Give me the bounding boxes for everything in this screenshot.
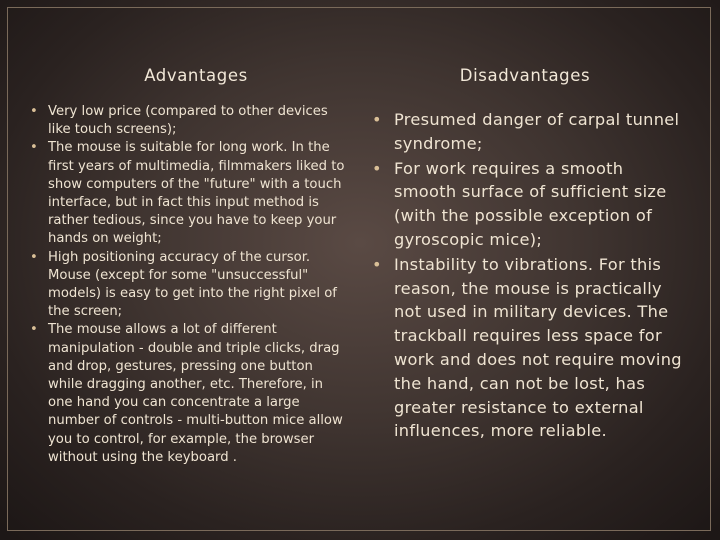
advantages-list	[30, 103, 348, 467]
bullet-icon: •	[30, 249, 38, 265]
list-item-text: For work requires a smooth smooth surface of sufficient size (with the possible exception of gyroscopic mice);	[394, 158, 667, 249]
bullet-icon: •	[372, 254, 382, 274]
advantages-title: Advantages	[144, 66, 248, 85]
list-item	[372, 108, 688, 156]
bullet-icon: •	[30, 140, 38, 156]
list-item	[372, 157, 688, 252]
list-item-text: High positioning accuracy of the cursor. Mouse (except for some "unsuccessful" models) is easy to get into the right pixel of the screen;	[48, 249, 337, 320]
bullet-icon: •	[372, 158, 382, 178]
bullet-icon: •	[372, 110, 382, 129]
list-item-text: The mouse is suitable for long work. In the first years of multimedia, filmmakers liked to show computers of the "future" with a touch interface, but in fact this input method is rather tedious, since you have to keep your hands on weight;	[48, 140, 345, 247]
list-item	[30, 103, 348, 139]
list-item-text: Instability to vibrations. For this reason, the mouse is practically not used in military devices. The trackball requires less space for work and does not require moving the hand, can not be lost, has greater resistance to external influences, more reliable.	[394, 254, 682, 441]
list-item	[30, 321, 348, 467]
disadvantages-title: Disadvantages	[459, 66, 591, 85]
list-item-text: Presumed danger of carpal tunnel syndrome;	[394, 110, 680, 153]
bullet-icon: •	[30, 322, 38, 338]
list-item	[30, 139, 348, 248]
list-item-text: The mouse allows a lot of different manipulation - double and triple clicks, drag and drop, gestures, pressing one button while dragging another, etc. Therefore, in one hand you can concentrate a large number of controls - multi-button mice allow you to control, for example, the browser without using the keyboard .	[48, 322, 343, 465]
disadvantages-list	[372, 108, 688, 444]
list-item	[30, 249, 348, 322]
bullet-icon: •	[30, 104, 38, 119]
list-item-text: Very low price (compared to other devices like touch screens);	[48, 104, 328, 138]
list-item	[372, 253, 688, 443]
